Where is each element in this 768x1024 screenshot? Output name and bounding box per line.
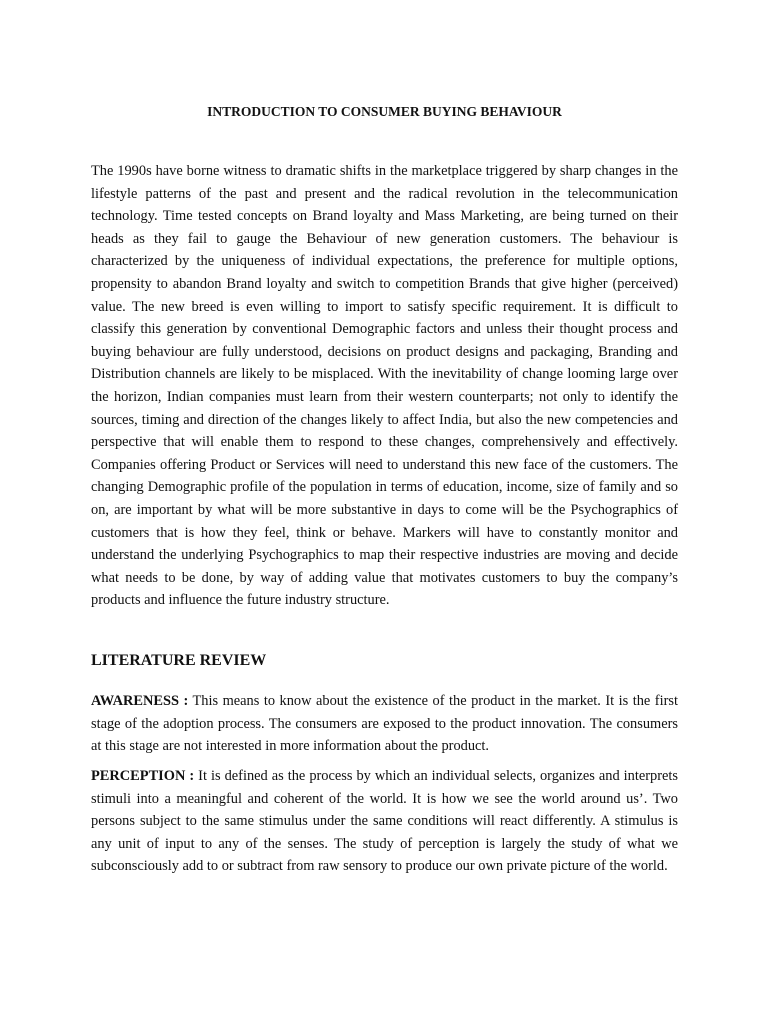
perception-text: It is defined as the process by which an individual selects, organizes and interprets stimuli into a meaningful and coherent of the world. It is how we see the world around us’. Two persons subject to the same stimulus under the same conditions will react differently. A stimulus is any unit of input to any of the senses. The study of perception is largely the study of what we subconsciously add to or subtract from raw sensory to produce our own private picture of the world. <box>91 768 678 875</box>
awareness-definition <box>91 690 678 758</box>
awareness-text: This means to know about the existence of the product in the market. It is the first stage of the adoption process. The consumers are exposed to the product innovation. The consumers at this stage are not interested in more information about the product. <box>91 693 678 755</box>
perception-term: PERCEPTION : <box>91 768 195 784</box>
awareness-term: AWARENESS : <box>91 693 189 709</box>
document-title: INTRODUCTION TO CONSUMER BUYING BEHAVIOUR <box>207 104 562 119</box>
intro-paragraph: The 1990s have borne witness to dramatic shifts in the marketplace triggered by sharp changes in the lifestyle patterns of the past and present and the radical revolution in the telecommunication technology. Time tested concepts on Brand loyalty and Mass Marketing, are being turned on their heads as they fail to gauge the Behaviour of new generation customers. The behaviour is characterized by the uniqueness of individual expectations, the preference for multiple options, propensity to abandon Brand loyalty and switch to competition Brands that give higher (perceived) value. The new breed is even willing to import to satisfy specific requirement. It is difficult to classify this generation by conventional Demographic factors and unless their thought process and buying behaviour are fully understood, decisions on product designs and packaging, Branding and Distribution channels are likely to be misplaced. With the inevitability of change looming large over the horizon, Indian companies must learn from their western counterparts; not only to identify the sources, timing and direction of the changes likely to affect India, but also the new competencies and perspective that will enable them to respond to these changes, comprehensively and effectively. Companies offering Product or Services will need to understand this new face of the customers. The changing Demographic profile of the population in terms of education, income, size of family and so on, are important by what will be more substantive in days to come will be the Psychographics of customers that is how they feel, think or behave. Markers will have to constantly monitor and understand the underlying Psychographics to map their respective industries are moving and decide what needs to be done, by way of adding value that motivates customers to buy the company’s products and influence the future industry structure. <box>91 163 678 609</box>
perception-definition <box>91 765 678 878</box>
literature-review-heading: LITERATURE REVIEW <box>91 652 267 669</box>
